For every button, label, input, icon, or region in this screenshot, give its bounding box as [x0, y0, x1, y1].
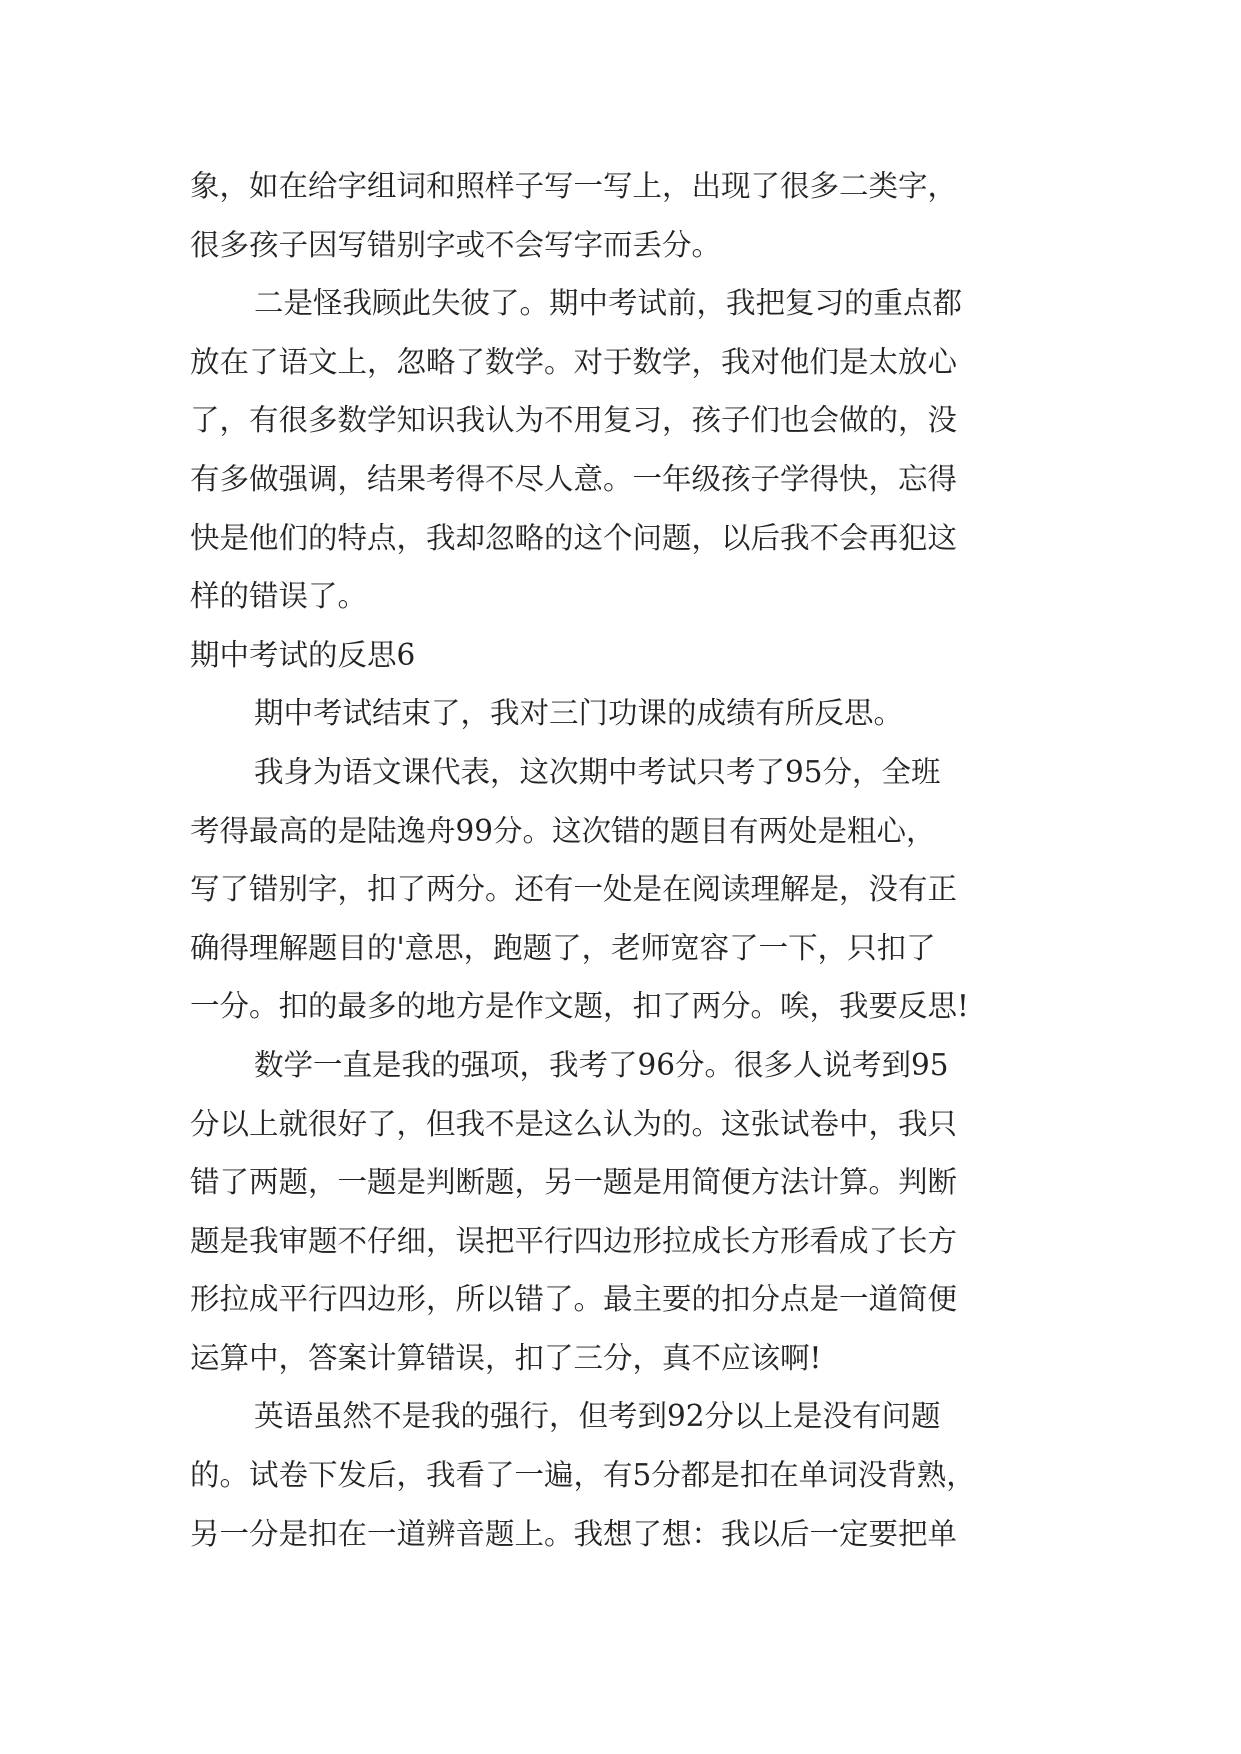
- text-line: 另一分是扣在一道辨音题上。我想了想：我以后一定要把单: [190, 1516, 958, 1551]
- text-line: 快是他们的特点，我却忽略的这个问题，以后我不会再犯这: [190, 520, 958, 555]
- text-line: 确得理解题目的'意思，跑题了，老师宽容了一下，只扣了: [190, 930, 936, 965]
- text-line: 很多孩子因写错别字或不会写字而丢分。: [190, 227, 722, 262]
- document-body: [190, 157, 1056, 1563]
- text-line: 考得最高的是陆逸舟99分。这次错的题目有两处是粗心，: [190, 813, 936, 848]
- text-line: 象，如在给字组词和照样子写一写上，出现了很多二类字，: [190, 169, 958, 203]
- text-line: 有多做强调，结果考得不尽人意。一年级孩子学得快，忘得: [190, 461, 958, 496]
- text-line: 运算中，答案计算错误，扣了三分，真不应该啊!: [190, 1340, 822, 1375]
- text-line: 写了错别字，扣了两分。还有一处是在阅读理解是，没有正: [190, 872, 958, 907]
- text-line: 形拉成平行四边形，所以错了。最主要的扣分点是一道简便: [190, 1282, 958, 1317]
- text-line: 了，有很多数学知识我认为不用复习，孩子们也会做的，没: [190, 403, 958, 438]
- paragraph-first-line: 期中考试结束了，我对三门功课的成绩有所反思。: [254, 696, 904, 731]
- text-line: 错了两题，一题是判断题，另一题是用简便方法计算。判断: [190, 1165, 958, 1200]
- section-heading: 期中考试的反思6: [190, 637, 416, 672]
- text-line: 放在了语文上，忽略了数学。对于数学，我对他们是太放心: [190, 344, 958, 379]
- paragraph-first-line: 英语虽然不是我的强行，但考到92分以上是没有问题: [254, 1399, 941, 1434]
- text-line: 的。试卷下发后，我看了一遍，有5分都是扣在单词没背熟，: [190, 1458, 976, 1493]
- paragraph-first-line: 我身为语文课代表，这次期中考试只考了95分，全班: [254, 754, 941, 789]
- text-line: 样的错误了。: [190, 579, 368, 614]
- text-line: 题是我审题不仔细，误把平行四边形拉成长方形看成了长方: [190, 1223, 958, 1258]
- paragraph-first-line: 二是怪我顾此失彼了。期中考试前，我把复习的重点都: [254, 286, 963, 321]
- text-line: 一分。扣的最多的地方是作文题，扣了两分。唉，我要反思!: [190, 989, 969, 1024]
- paragraph-first-line: 数学一直是我的强项，我考了96分。很多人说考到95: [254, 1047, 949, 1082]
- text-line: 分以上就很好了，但我不是这么认为的。这张试卷中，我只: [190, 1106, 958, 1141]
